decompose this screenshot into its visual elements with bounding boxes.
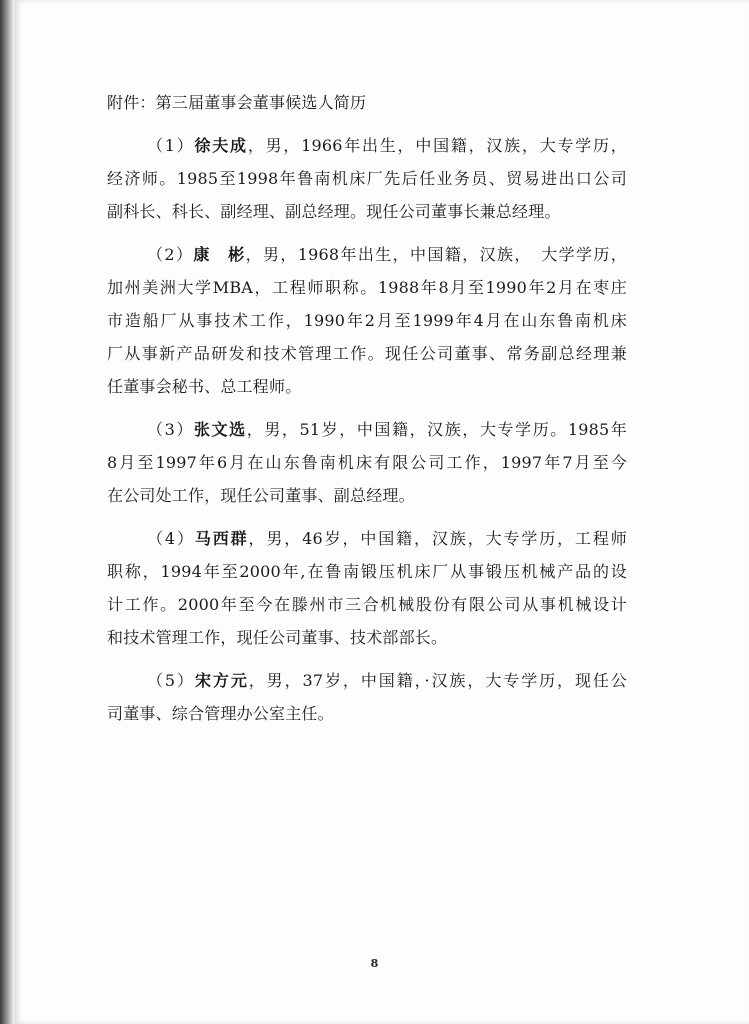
candidate-number: （4） xyxy=(147,529,195,548)
paragraph-line: 在公司处工作，现任公司董事、副总经理。 xyxy=(107,486,415,505)
candidate-number: （3） xyxy=(147,420,194,439)
paragraph-line: 计工作。2000年至今在滕州市三合机械股份有限公司从事机械设计 xyxy=(107,595,627,614)
paragraph-line: 职称，1994年至2000年,在鲁南锻压机床厂从事锻压机械产品的设 xyxy=(107,562,627,581)
candidate-number: （2） xyxy=(147,245,194,264)
candidate-name: 马西群 xyxy=(194,529,249,548)
candidate-name: 徐夫成 xyxy=(194,136,248,155)
paragraph-text: ，男，1968年出生，中国籍，汉族， 大学学历， xyxy=(245,245,627,264)
candidate-paragraph-4 xyxy=(107,522,627,654)
candidate-name: 康 彬 xyxy=(193,245,246,264)
paragraph-text: ，男，51岁，中国籍，汉族，大专学历。1985年 xyxy=(246,420,627,439)
candidate-paragraph-2 xyxy=(107,238,627,403)
paragraph-line: 经济师。1985至1998年鲁南机床厂先后任业务员、贸易进出口公司 xyxy=(107,169,627,188)
paragraph-line: 司董事、综合管理办公室主任。 xyxy=(107,704,334,723)
paragraph-text: ，男，1966年出生，中国籍，汉族，大专学历， xyxy=(247,136,628,155)
paragraph-line: 任董事会秘书、总工程师。 xyxy=(107,377,302,396)
candidate-paragraph-5 xyxy=(107,664,627,730)
paragraph-line: 市造船厂从事技术工作，1990年2月至1999年4月在山东鲁南机床 xyxy=(107,311,627,330)
paragraph-line: 和技术管理工作，现任公司董事、技术部部长。 xyxy=(107,628,448,647)
attachment-heading: 附件：第三届董事会董事候选人简历 xyxy=(107,93,367,112)
paragraph-line: 副科长、科长、副经理、副总经理。现任公司董事长兼总经理。 xyxy=(107,202,561,221)
candidate-name: 宋方元 xyxy=(194,671,249,690)
paragraph-line: 厂从事新产品研发和技术管理工作。现任公司董事、常务副总经理兼 xyxy=(107,344,627,363)
document-body xyxy=(107,86,627,730)
paragraph-line: 加州美洲大学MBA，工程师职称。1988年8月至1990年2月在枣庄 xyxy=(107,278,627,297)
candidate-number: （1） xyxy=(147,136,195,155)
page-number: 8 xyxy=(370,957,379,970)
candidate-paragraph-3 xyxy=(107,413,627,512)
candidate-name: 张文选 xyxy=(193,420,247,439)
paragraph-text: ，男，37岁，中国籍，·汉族，大专学历，现任公 xyxy=(248,671,628,690)
paragraph-text: ，男，46岁，中国籍，汉族，大专学历，工程师 xyxy=(248,529,628,548)
candidate-paragraph-1 xyxy=(107,129,627,228)
candidate-number: （5） xyxy=(147,671,195,690)
paragraph-line: 8月至1997年6月在山东鲁南机床有限公司工作，1997年7月至今 xyxy=(107,453,627,472)
